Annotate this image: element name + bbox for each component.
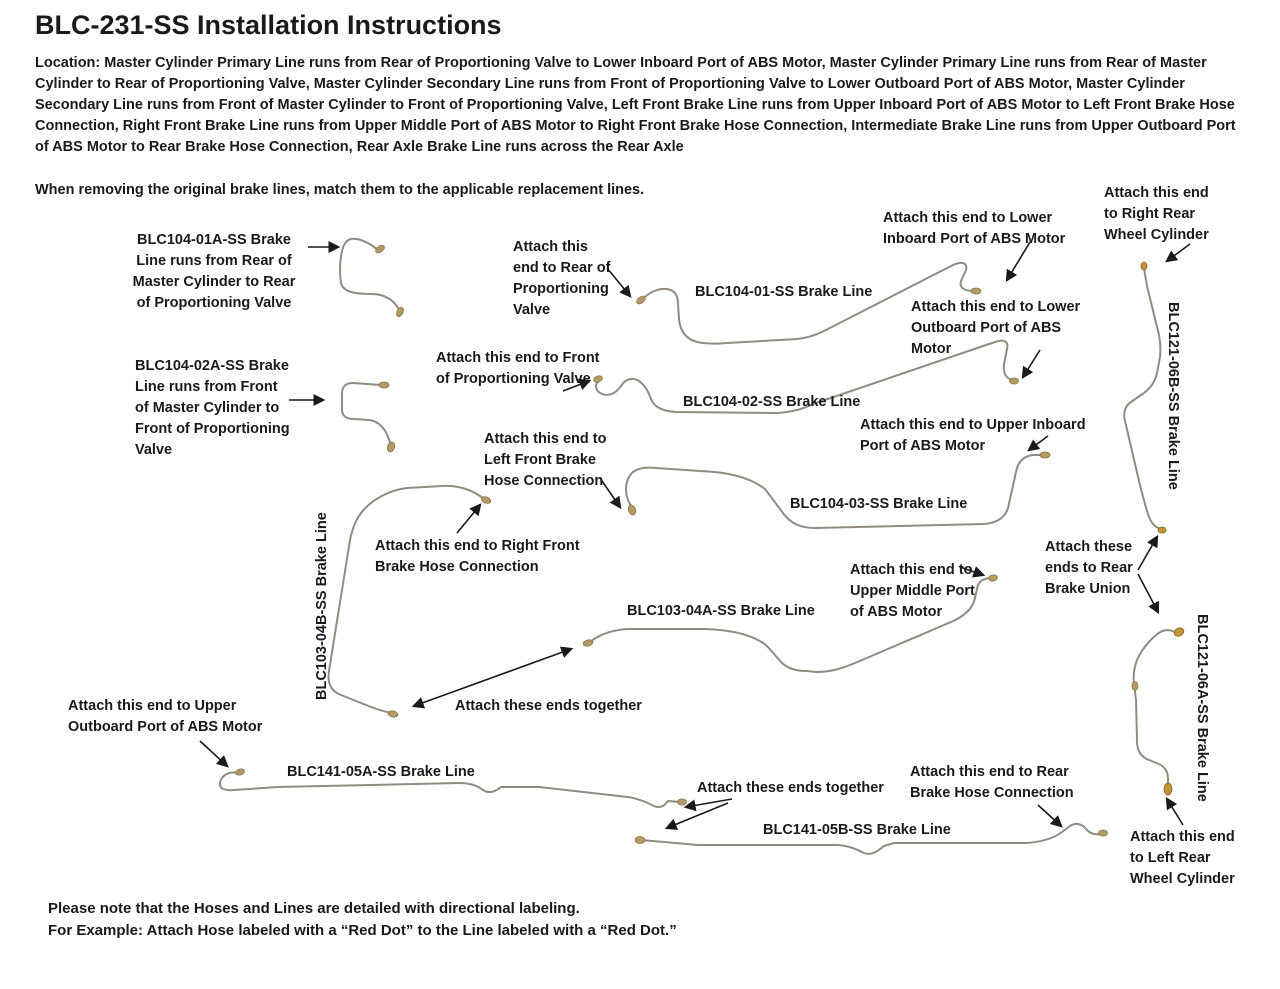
- fitting-blc103-04a-left: [582, 639, 593, 647]
- part-label-blc121-06b: BLC121-06B-SS Brake Line: [1165, 302, 1181, 490]
- fitting-blc103-04b-top: [480, 495, 491, 504]
- arrow-right-front: [457, 505, 480, 533]
- callout-attach-together-1: Attach these ends together: [455, 698, 642, 714]
- arrow-rear-union-upper: [1138, 537, 1157, 570]
- part-label-blc104-02a: BLC104-02A-SS Brake Line runs from Front of Master Cylinder to Front of Proportioning Valve: [135, 358, 290, 458]
- location-paragraph: Location: Master Cylinder Primary Line runs from Rear of Proportioning Valve to Lower Inboard Port of ABS Motor, Master Cylinder Primary Line runs from Rear of Master Cylinder to Rear of Proportioning Valve, Master Cylinder Secondary Line runs from Front of Proportioning Valve to Lower Outboard Port of ABS Motor, Master Cylinder Secondary Line runs from Front of Master Cylinder to Front of Proportioning Valve, Left Front Brake Line runs from Upper Inboard Port of ABS Motor to Left Front Brake Hose Connection, Right Front Brake Line runs from Upper Middle Port of ABS Motor to Right Front Brake Hose Connection, Intermediate Brake Line runs from Upper Outboard Port of ABS Motor to Rear Brake Hose Connection, Rear Axle Brake Line runs across the Rear Axle: [35, 55, 1236, 155]
- callout-right-rear: Attach this end to Right Rear Wheel Cylinder: [1104, 185, 1209, 243]
- arrow-left-rear: [1167, 799, 1183, 825]
- part-label-blc121-06a: BLC121-06A-SS Brake Line: [1194, 614, 1210, 802]
- footer-note-directional-labeling: Please note that the Hoses and Lines are detailed with directional labeling.: [48, 900, 580, 917]
- brake-line-blc121-06a: [1134, 630, 1176, 785]
- brake-line-blc121-06b: [1124, 268, 1161, 529]
- match-note: When removing the original brake lines, match them to the applicable replacement lines.: [35, 182, 645, 198]
- fitting-blc104-02a-bottom: [386, 441, 396, 453]
- part-label-blc104-01a: BLC104-01A-SS Brake Line runs from Rear of Master Cylinder to Rear of Proportioning Valve: [132, 232, 296, 311]
- arrow-upper-outboard: [200, 741, 227, 766]
- fitting-blc104-03-left: [627, 504, 637, 516]
- callout-lower-outboard: Attach this end to Lower Outboard Port of ABS Motor: [911, 299, 1081, 357]
- arrow-rear-union-lower: [1138, 574, 1158, 612]
- callout-upper-inboard: Attach this end to Upper Inboard Port of ABS Motor: [860, 417, 1086, 454]
- callout-attach-together-2: Attach these ends together: [697, 780, 884, 796]
- part-label-blc104-02: BLC104-02-SS Brake Line: [683, 394, 861, 410]
- fitting-blc103-04b-bottom: [388, 710, 399, 718]
- brake-line-blc103-04b: [329, 486, 485, 713]
- part-label-blc103-04b: BLC103-04B-SS Brake Line: [314, 512, 330, 700]
- part-label-blc104-03: BLC104-03-SS Brake Line: [790, 496, 968, 512]
- fitting-blc121-06b-bottom: [1158, 527, 1166, 533]
- fitting-blc141-05b-left: [635, 837, 645, 844]
- fitting-blc141-05b-right: [1099, 830, 1108, 836]
- part-label-blc103-04a: BLC103-04A-SS Brake Line: [627, 603, 815, 619]
- fitting-blc121-06a-top: [1173, 626, 1186, 638]
- fitting-blc104-01-right: [971, 288, 981, 294]
- fitting-blc121-06a-bottom: [1164, 783, 1172, 795]
- part-label-blc104-01: BLC104-01-SS Brake Line: [695, 284, 873, 300]
- arrow-right-rear: [1167, 244, 1190, 261]
- arrow-rear-hose: [1038, 805, 1061, 826]
- fitting-blc103-04a-right: [988, 574, 998, 581]
- callout-left-front: Attach this end to Left Front Brake Hose Connection: [484, 431, 607, 489]
- brake-line-blc104-01a: [340, 239, 399, 310]
- callout-rear-prop: Attach this end to Rear of Proportioning Valve: [513, 239, 611, 318]
- callout-lower-inboard: Attach this end to Lower Inboard Port of ABS Motor: [883, 210, 1066, 247]
- fitting-blc104-02-right: [1010, 378, 1019, 384]
- arrow-attach-together-2a: [686, 799, 732, 807]
- callout-left-rear: Attach this end to Left Rear Wheel Cylinder: [1130, 829, 1235, 887]
- part-label-blc141-05b: BLC141-05B-SS Brake Line: [763, 822, 951, 838]
- callout-rear-union: Attach these ends to Rear Brake Union: [1045, 539, 1133, 597]
- callout-rear-hose: Attach this end to Rear Brake Hose Connection: [910, 764, 1074, 801]
- fitting-blc141-05a-right: [678, 799, 687, 805]
- fitting-blc104-01a-bottom: [395, 306, 405, 318]
- fitting-blc104-02a-top: [379, 382, 389, 388]
- brake-line-blc104-02a: [342, 383, 391, 445]
- union-fitting-blc121-06a: [1132, 682, 1138, 691]
- fitting-blc104-01a-top: [374, 244, 386, 255]
- callout-upper-outboard: Attach this end to Upper Outboard Port of ABS Motor: [68, 698, 263, 735]
- arrow-attach-together-2b: [667, 803, 728, 828]
- callout-right-front: Attach this end to Right Front Brake Hose Connection: [375, 538, 580, 575]
- fitting-blc121-06b-top: [1141, 262, 1147, 270]
- page-title: BLC-231-SS Installation Instructions: [35, 10, 502, 40]
- part-label-blc141-05a: BLC141-05A-SS Brake Line: [287, 764, 475, 780]
- callout-upper-middle: Attach this end to Upper Middle Port of ABS Motor: [850, 562, 975, 620]
- footer-note-red-dot-example: For Example: Attach Hose labeled with a “Red Dot” to the Line labeled with a “Red Dot.”: [48, 922, 677, 939]
- callout-front-prop: Attach this end to Front of Proportioning Valve: [436, 350, 600, 387]
- fitting-blc141-05a-left: [235, 768, 245, 776]
- brake-line-blc104-03: [626, 455, 1043, 528]
